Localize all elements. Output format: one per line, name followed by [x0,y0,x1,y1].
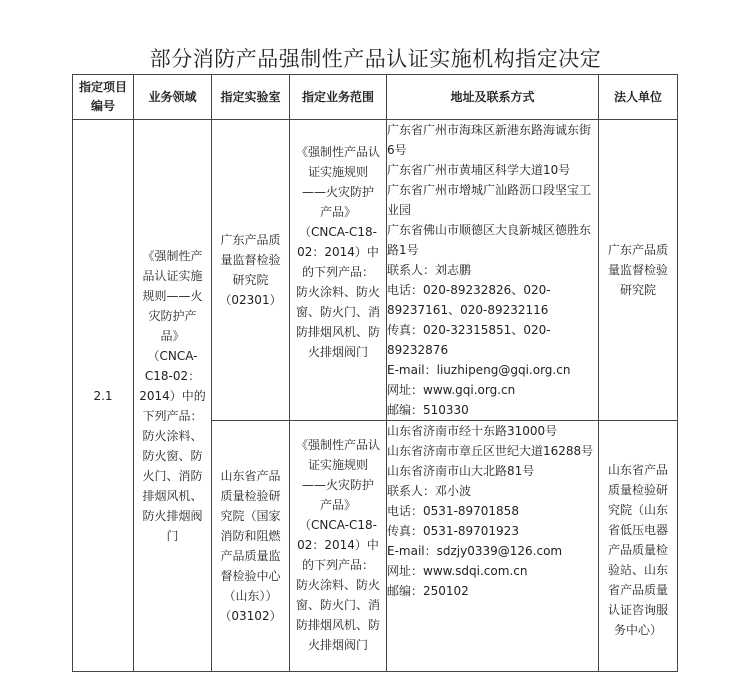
text-line: 广东省广州市增城广汕路沥口段坚宝工 [387,183,592,197]
text-line: 业园 [387,203,412,217]
legal-entity-cell [599,120,678,421]
text-line: 验站、山东 [607,563,668,577]
lab-cell [212,421,290,672]
text-line: 质量检验研 [220,489,281,503]
text-line: 产品质量检 [607,543,668,557]
text-line: 02：2014）中 [297,538,379,552]
text-line: 联系人：刘志鹏 [387,263,472,277]
text-line: 省产品质量 [607,583,668,597]
table-row [73,120,678,421]
text-line: 《强制性产品认 [295,438,380,452]
text-line: 广东产品质 [220,233,281,247]
text-line: 山东省济南市章丘区世纪大道16288号 [387,444,594,458]
text-line: 《强制性产品认 [295,145,380,159]
text-line: （CNCA-C18- [299,225,377,239]
text-line: 山东省产品 [607,463,668,477]
text-line: C18-02： [144,368,201,383]
business-field-cell [134,120,212,672]
text-line: 督检验中心 [220,569,281,583]
text-line: 邮编：510330 [387,403,469,417]
text-line: 联系人：邓小波 [387,484,472,498]
document-title: 部分消防产品强制性产品认证实施机构指定决定 [149,47,602,71]
text-line: 防火涂料、防火 [295,285,380,299]
text-line: （CNCA-C18- [299,518,377,532]
text-line: 《强制性产 [142,248,203,263]
text-line: 防火窗、防 [142,448,203,463]
text-line: 广东产品质 [607,243,668,257]
text-line: 传真：020-32315851、020- [387,323,551,337]
text-line: 网址：www.gqi.org.cn [387,383,516,397]
text-line: 传真：0531-89701923 [387,524,519,538]
text-line: E-mail：liuzhipeng@gqi.org.cn [387,363,571,377]
text-line: 品认证实施 [142,268,203,283]
text-line: 产品质量监 [220,549,281,563]
text-line: 品》 [160,328,185,343]
text-line: 下列产品： [142,408,203,423]
text-line: 量监督检验 [220,253,281,267]
scope-cell [290,421,387,672]
text-line: ——火灾防护 [301,478,374,492]
text-line: 省低压电器 [607,523,668,537]
text-line: 的下列产品： [301,265,374,279]
text-line: 广东省广州市海珠区新港东路海诚东街 [387,123,592,137]
legal-entity-cell [599,421,678,672]
text-line: 广东省佛山市顺德区大良新城区德胜东 [387,223,592,237]
header-field: 业务领域 [134,75,212,120]
text-line: ——火灾防护 [301,185,374,199]
text-line: 量监督检验 [607,263,668,277]
text-line: 电话：020-89232826、020- [387,283,551,297]
text-line: 灾防护产 [148,308,197,323]
text-line: 规则——火 [142,288,203,303]
text-line: 6号 [387,143,407,157]
address-cell [387,120,599,421]
text-line: 89237161、020-89232116 [387,303,549,317]
item-number-cell: 2.1 [73,120,134,672]
text-line: 防火排烟阀 [142,508,203,523]
text-line: 广东省广州市黄埔区科学大道10号 [387,163,571,177]
text-line: 究院（国家 [220,509,281,523]
text-line: 路1号 [387,243,419,257]
text-line: 产品》 [319,498,356,512]
text-line: 02：2014）中 [297,245,379,259]
text-line: 邮编：250102 [387,584,469,598]
text-line: 防排烟风机、防 [295,618,380,632]
text-line: E-mail：sdzjy0339@126.com [387,544,563,558]
text-line: 山东省济南市山大北路81号 [387,464,535,478]
text-line: 窗、防火门、消 [295,305,380,319]
text-line: 2014）中的 [139,388,206,403]
text-line: （03102） [219,609,282,623]
text-line: （山东）） [223,589,278,603]
text-line: 火排烟阀门 [307,638,368,652]
text-line: 排烟风机、 [142,488,203,503]
text-line: 究院（山东 [607,503,668,517]
text-line: （CNCA- [147,348,198,363]
text-line: 火排烟阀门 [307,345,368,359]
text-line: 火门、消防 [142,468,203,483]
header-row [73,75,678,120]
header-legal: 法人单位 [599,75,678,120]
text-line: 山东省产品 [220,469,281,483]
text-line: （02301） [219,293,282,307]
text-line: 研究院 [619,283,656,297]
text-line: 产品》 [319,205,356,219]
text-line: 防火涂料、防火 [295,578,380,592]
text-line: 认证咨询服 [607,603,668,617]
lab-cell [212,120,290,421]
text-line: 质量检验研 [607,483,668,497]
text-line: 的下列产品： [301,558,374,572]
text-line: 研究院 [232,273,269,287]
scope-cell [290,120,387,421]
header-lab: 指定实验室 [212,75,290,120]
text-line: 防排烟风机、防 [295,325,380,339]
text-line: 山东省济南市经十东路31000号 [387,424,558,438]
text-line: 窗、防火门、消 [295,598,380,612]
text-line: 务中心） [613,623,662,637]
header-item-no: 指定项目 编号 [73,75,134,120]
text-line: 电话：0531-89701858 [387,504,519,518]
text-line: 证实施规则 [307,458,368,472]
address-cell [387,421,599,672]
text-line: 89232876 [387,343,449,357]
text-line: 网址：www.sdqi.com.cn [387,564,528,578]
text-line: 证实施规则 [307,165,368,179]
text-line: 防火涂料、 [142,428,203,443]
header-scope: 指定业务范围 [290,75,387,120]
text-line: 消防和阻燃 [220,529,281,543]
text-line: 门 [166,528,179,543]
certification-table [72,74,678,672]
header-address: 地址及联系方式 [387,75,599,120]
